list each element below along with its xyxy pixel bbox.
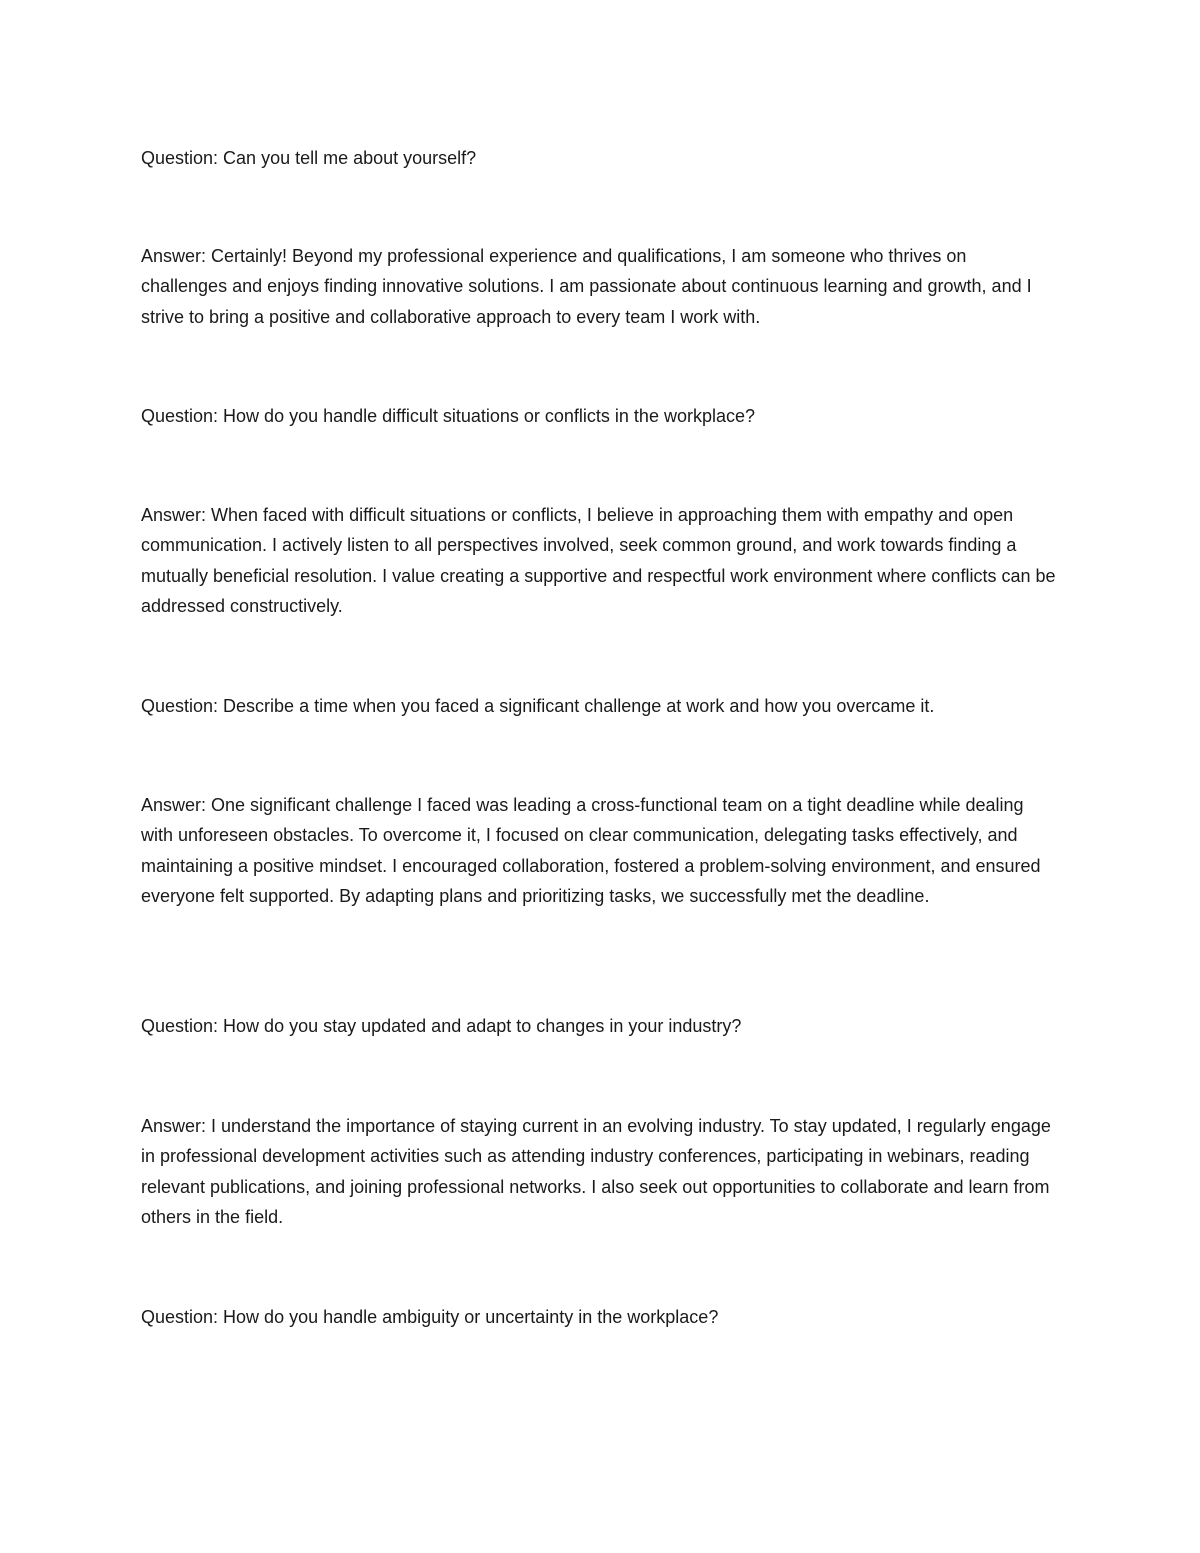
answer-paragraph: Answer: When faced with difficult situations or conflicts, I believe in approaching them with empathy and open communication. I actively listen to all perspectives involved, seek common ground, and work towards finding a mutually beneficial resolution. I value creating a supportive and respectful work environment where conflicts can be addressed constructively.: [141, 505, 1056, 616]
question-paragraph: Question: How do you handle ambiguity or uncertainty in the workplace?: [141, 1307, 719, 1327]
question-paragraph: Question: How do you stay updated and adapt to changes in your industry?: [141, 1016, 742, 1036]
question-paragraph: Question: Can you tell me about yourself?: [141, 148, 477, 168]
answer-paragraph: Answer: I understand the importance of staying current in an evolving industry. To stay updated, I regularly engage in professional development activities such as attending industry conferences, participating in webinars, reading relevant publications, and joining professional networks. I also seek out opportunities to collaborate and learn from others in the field.: [141, 1116, 1051, 1227]
answer-paragraph: Answer: One significant challenge I faced was leading a cross-functional team on a tight deadline while dealing with unforeseen obstacles. To overcome it, I focused on clear communication, delegating tasks effectively, and maintaining a positive mindset. I encouraged collaboration, fostered a problem-solving environment, and ensured everyone felt supported. By adapting plans and prioritizing tasks, we successfully met the deadline.: [141, 795, 1041, 906]
answer-paragraph: Answer: Certainly! Beyond my professional experience and qualifications, I am someone who thrives on challenges and enjoys finding innovative solutions. I am passionate about continuous learning and growth, and I strive to bring a positive and collaborative approach to every team I work with.: [141, 246, 1032, 327]
question-paragraph: Question: How do you handle difficult situations or conflicts in the workplace?: [141, 406, 756, 426]
question-paragraph: Question: Describe a time when you faced a significant challenge at work and how you overcame it.: [141, 696, 935, 716]
